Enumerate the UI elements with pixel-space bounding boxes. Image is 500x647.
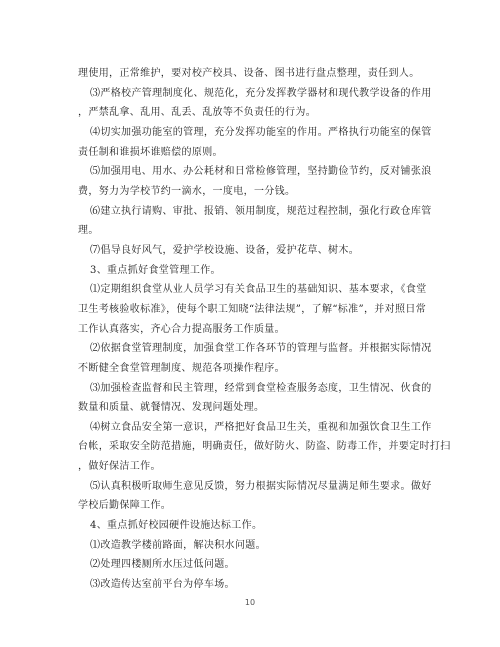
text-line: 理使用，正常维护，要对校产校具、设备、图书进行盘点整理，责任到人。 bbox=[78, 68, 420, 79]
text-line: 卫生考核验收标准》，使每个职工知晓“法律法规”，了解“标准”，并对照日常 bbox=[78, 303, 427, 315]
text-line: 费，努力为学校节约一滴水，一度电，一分钱。 bbox=[78, 185, 296, 197]
text-line: ⑶严格校产管理制度化、规范化，充分发挥教学器材和现代教学设备的作用 bbox=[90, 87, 432, 99]
text-line: ⑴定期组织食堂从业人员学习有关食品卫生的基础知识、基本要求，《食堂 bbox=[90, 284, 427, 296]
section-heading: 3、重点抓好食堂管理工作。 bbox=[90, 264, 221, 276]
text-line: 学校后勤保障工作。 bbox=[78, 500, 172, 512]
text-line: 工作认真落实，齐心合力提高服务工作质量。 bbox=[78, 323, 285, 335]
text-line: ⑸认真积极听取师生意见反馈，努力根据实际情况尽量满足师生要求。做好 bbox=[90, 480, 432, 492]
text-line: ⑴改造教学楼前路面，解决积水问题。 bbox=[90, 539, 266, 551]
text-line: 不断健全食堂管理制度、规范各项操作程序。 bbox=[78, 362, 285, 374]
text-line: ，严禁乱拿、乱用、乱丢、乱放等不负责任的行为。 bbox=[78, 107, 317, 119]
page-number: 10 bbox=[244, 598, 256, 607]
text-line: 台帐，采取安全防范措施，明确责任，做好防火、防盗、防毒工作，并要定时打扫 bbox=[78, 441, 451, 453]
text-line: 理。 bbox=[78, 225, 99, 237]
text-line: ⑶加强检查监督和民主管理，经常到食堂检查服务态度，卫生情况、伙食的 bbox=[90, 382, 432, 394]
text-line: ⑵依据食堂管理制度，加强食堂工作各环节的管理与监督。并根据实际情况 bbox=[90, 343, 432, 355]
text-line: ，做好保洁工作。 bbox=[78, 461, 161, 473]
text-line: ⑺倡导良好风气，爱护学校设施、设备，爱护花草、树木。 bbox=[90, 244, 360, 256]
text-line: ⑵处理四楼厕所水压过低问题。 bbox=[90, 559, 235, 571]
text-line: ⑹建立执行请购、审批、报销、领用制度，规范过程控制，强化行政仓库管 bbox=[90, 205, 432, 217]
text-line: ⑷切实加强功能室的管理，充分发挥功能室的作用。严格执行功能室的保管 bbox=[90, 127, 432, 138]
text-line: ⑶改造传达室前平台为停车场。 bbox=[90, 579, 235, 590]
text-line: ⑸加强用电、用水、办公耗材和日常检修管理，坚持勤俭节约，反对铺张浪 bbox=[90, 166, 432, 178]
text-line: ⑷树立食品安全第一意识，严格把好食品卫生关，重视和加强饮食卫生工作 bbox=[90, 421, 432, 433]
section-heading: 4、重点抓好校园硬件设施达标工作。 bbox=[90, 520, 263, 531]
text-line: 责任制和谁损坏谁赔偿的原则。 bbox=[78, 146, 223, 158]
text-line: 数量和质量、就餐情况、发现问题处理。 bbox=[78, 402, 265, 414]
